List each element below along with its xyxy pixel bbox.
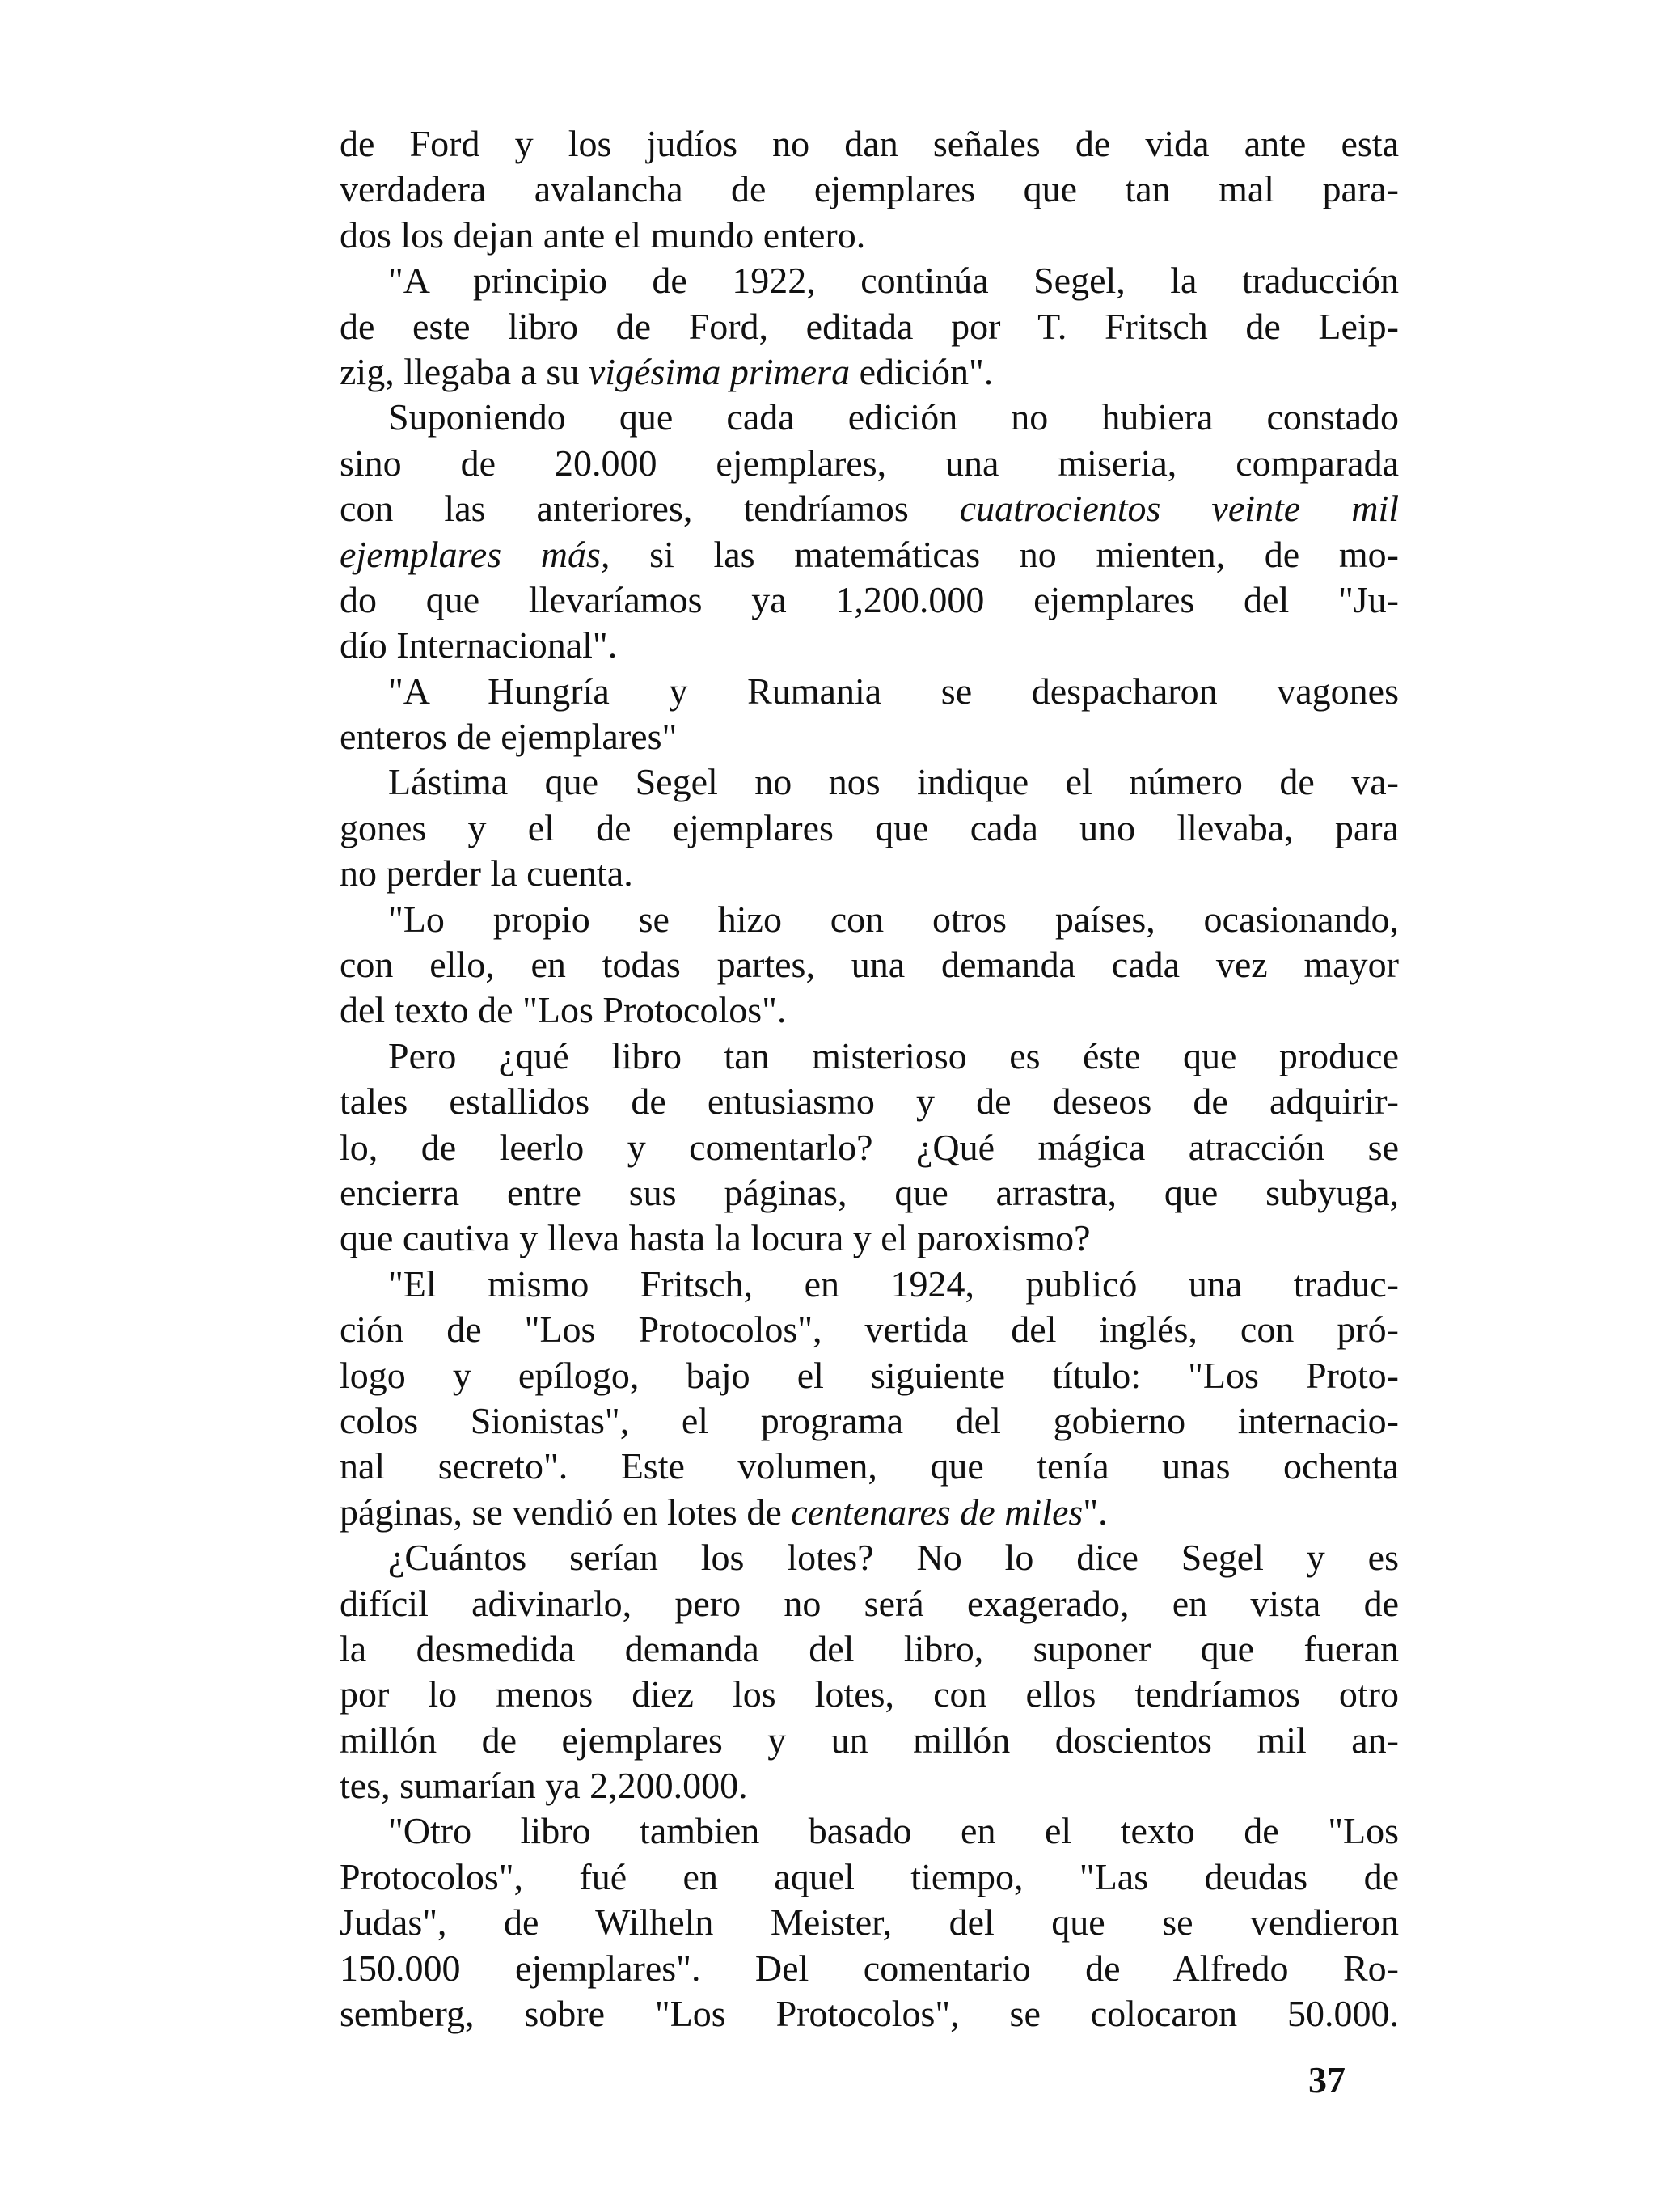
text-line: colos Sionistas", el programa del gobierno internacio- xyxy=(340,1399,1399,1441)
text-line: ción de "Los Protocolos", vertida del inglés, con pró- xyxy=(340,1309,1399,1351)
text-line: de Ford y los judíos no dan señales de vida ante esta xyxy=(340,123,1399,164)
text-line: que cautiva y lleva hasta la locura y el paroxismo? xyxy=(340,1217,1091,1259)
text-line: gones y el de ejemplares que cada uno llevaba, para xyxy=(340,806,1399,848)
text-line: logo y epílogo, bajo el siguiente título: "Los Proto- xyxy=(340,1354,1399,1396)
text-line: sino de 20.000 ejemplares, una miseria, comparada xyxy=(340,442,1399,484)
body-text xyxy=(340,121,1399,2036)
text-line: lo, de leerlo y comentarlo? ¿Qué mágica atracción se xyxy=(340,1126,1399,1168)
text-line: Lástima que Segel no nos indique el número de va- xyxy=(388,761,1399,803)
text-line: millón de ejemplares y un millón doscientos mil an- xyxy=(340,1719,1399,1761)
text-line: ejemplares más, si las matemáticas no mienten, de mo- xyxy=(340,533,1399,575)
text-line: enteros de ejemplares" xyxy=(340,716,678,758)
text-line: "Lo propio se hizo con otros países, ocasionando, xyxy=(388,898,1399,940)
text-line: tales estallidos de entusiasmo y de deseos de adquirir- xyxy=(340,1081,1399,1123)
text-line: con las anteriores, tendríamos cuatrocientos veinte mil xyxy=(340,488,1399,530)
text-line: nal secreto". Este volumen, que tenía unas ochenta xyxy=(340,1445,1399,1487)
text-line: "A Hungría y Rumania se despacharon vagones xyxy=(388,670,1399,712)
text-line: "A principio de 1922, continúa Segel, la traducción xyxy=(388,260,1399,302)
text-line: difícil adivinarlo, pero no será exagerado, en vista de xyxy=(340,1582,1399,1624)
text-line: no perder la cuenta. xyxy=(340,852,633,895)
text-line: tes, sumarían ya 2,200.000. xyxy=(340,1765,748,1807)
text-line: encierra entre sus páginas, que arrastra, que subyuga, xyxy=(340,1171,1399,1213)
text-line: "Otro libro tambien basado en el texto de "Los xyxy=(388,1810,1399,1852)
text-line: con ello, en todas partes, una demanda cada vez mayor xyxy=(340,944,1399,986)
text-line: verdadera avalancha de ejemplares que tan mal para- xyxy=(340,168,1399,210)
text-line: páginas, se vendió en lotes de centenares de miles". xyxy=(340,1491,1108,1533)
text-line: Protocolos", fué en aquel tiempo, "Las deudas de xyxy=(340,1855,1399,1897)
text-line: semberg, sobre "Los Protocolos", se colocaron 50.000. xyxy=(340,1993,1399,2035)
text-line: Pero ¿qué libro tan misterioso es éste que produce xyxy=(388,1034,1399,1076)
text-line: Judas", de Wilheln Meister, del que se vendieron xyxy=(340,1901,1399,1943)
text-line: do que llevaríamos ya 1,200.000 ejemplares del "Ju- xyxy=(340,578,1399,620)
text-line: de este libro de Ford, editada por T. Fritsch de Leip- xyxy=(340,305,1399,347)
text-line: del texto de "Los Protocolos". xyxy=(340,989,787,1031)
text-line: por lo menos diez los lotes, con ellos tendríamos otro xyxy=(340,1673,1399,1715)
text-line: dos los dejan ante el mundo entero. xyxy=(340,214,866,256)
text-line: "El mismo Fritsch, en 1924, publicó una traduc- xyxy=(388,1262,1399,1305)
text-line: la desmedida demanda del libro, suponer que fueran xyxy=(340,1627,1399,1669)
text-line: 150.000 ejemplares". Del comentario de Alfredo Ro- xyxy=(340,1947,1399,1989)
text-line: dío Internacional". xyxy=(340,624,618,666)
text-line: zig, llegaba a su vigésima primera edición". xyxy=(340,350,994,392)
text-line: ¿Cuántos serían los lotes? No lo dice Segel y es xyxy=(388,1537,1399,1579)
page-number: 37 xyxy=(1308,2059,1346,2100)
text-line: Suponiendo que cada edición no hubiera constado xyxy=(388,396,1399,438)
